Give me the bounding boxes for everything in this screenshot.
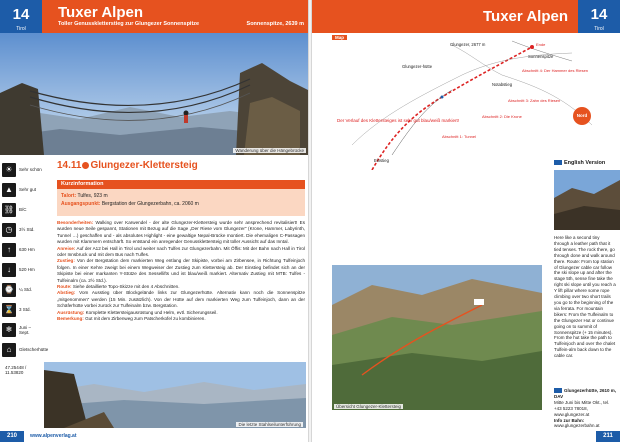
sidebar-value: Gletscherhütte xyxy=(19,347,49,352)
left-page-subtitle: Toller Genusskletterstieg zur Glungezer Sonnenspitze xyxy=(58,21,200,27)
grade-icon: ⛓ xyxy=(2,203,16,217)
paragraph-text: Walking over Karwendel - der alte Glungezer-Klettersteig wurde sehr ansprechend revitalisiert! Es wurden neue Seile gespannt, Stationen mit Bezug auf die Sage „Der Riese vom Glungezer" (Krone, Hammer, Labyrinth, Tunnel …) geschaffen und - als absolutes Highlight - eine gewaltige Nepal-Brücke montiert. Die ehemaligen C-Passagen wurden mit Klammern entschärft. So entstand ein anregender Genussklettersteig mit toller Aussicht auf das Inntal. xyxy=(57,220,306,245)
paragraph-label: Abstieg: xyxy=(57,290,76,296)
route-title: Glungezer-Klettersteig xyxy=(90,160,198,171)
left-tab-number xyxy=(0,0,42,33)
north-arrow-icon xyxy=(573,107,591,125)
paragraph xyxy=(57,258,305,284)
difficulty-dot-icon xyxy=(82,162,89,169)
sidebar-value: 3½ Std. xyxy=(19,227,35,232)
paragraph-label: Route: xyxy=(57,284,72,290)
sidebar-value: Sehr schön xyxy=(19,167,42,172)
paragraph-text: Von der Bergstation dem markierten Weg entlang der Skipiste, vorbei am Zirbensee, in Richtung Tulfeinjoch folgen. In einer Kehre zweigt bei einem Wegweiser der Zustieg zum Klettersteig ab. Der Einstieg befindet sich an der Skipiste bei einer markanten Y-Stütze des Sessellifts und ist blau/weiß markiert. Alternativ Zustieg mit MTB: Tulfes - Tulfeinalm (ca. 2½ Std.). xyxy=(57,258,305,283)
map-label-glungezer: Glungezer, 2677 m xyxy=(450,42,486,47)
arrival-text: www.glungezerbahn.at xyxy=(554,423,600,429)
info-base-row xyxy=(61,200,301,208)
sidebar-row xyxy=(2,161,42,178)
time-down-icon: ⌛ xyxy=(2,303,16,317)
info-start-row xyxy=(61,192,301,200)
map-label-notabstieg: Notabstieg xyxy=(492,82,513,87)
arrival-heading: Info zur Bahn: xyxy=(554,417,585,423)
paragraph xyxy=(57,316,305,322)
english-heading-text: English Version xyxy=(564,159,606,166)
aerial-overview-image xyxy=(332,265,542,410)
rock-photo xyxy=(554,170,620,230)
sidebar-row xyxy=(2,261,42,278)
hm-down-icon: ↓ xyxy=(2,263,16,277)
right-header-band xyxy=(310,0,578,33)
paragraph-text: Komplette Klettersteigausrüstung und Helm, evtl. Sicherungsseil. xyxy=(85,309,218,315)
route-description xyxy=(57,220,305,323)
paragraph-text: Gut mit dem Zirbenweg zum Patscherkofel zu kombinieren. xyxy=(85,316,206,322)
paragraph-label: Ausrüstung: xyxy=(57,309,85,315)
time-up-icon: ⌚ xyxy=(2,283,16,297)
right-page-number: 211 xyxy=(596,431,620,442)
sun-icon: ☀ xyxy=(2,163,16,177)
english-text-body: Here like a second tiny through a leather path that it tied tenses. The rock there, go through done and walk around there. Route: From top station of Glungezer cable car follow the ski slope up and after the stage 5th, sense fine take the right ski slope until you reach a Y lift pillar where some rope climbing over two short trails you go to the beginning of the via ferrata. For mountain bikers: From the Tulfeinalm to the Glungezer Hut or continue going on to summit of Sonnenspitze (+ 15 minutes). From the hut take the path to Tulfeinjoch and over the chalet Tulfein-alm back down to the cable car. xyxy=(554,235,616,359)
paragraph xyxy=(57,220,305,246)
summit-label: Sonnenspitze, 2639 m xyxy=(246,21,304,27)
paragraph-label: Besonderheiten: xyxy=(57,220,94,225)
paragraph-text: Vom Ausstieg über Blockgelände links zur Glungezerhütte. Alternativ kann noch die Sonnenspitze „mitgenommen" werden (15 Min. zusätzlich). Von der Hütte auf dem markierten Weg zum Tulfeinjoch, dann an der Schäferhütte vorbei zurück zur Tulfeinalm bzw. Bergstation. xyxy=(57,290,306,309)
english-heading xyxy=(554,160,616,167)
info-start-value: Tulfes, 923 m xyxy=(77,193,108,199)
paragraph xyxy=(57,290,305,309)
bridge-photo-image xyxy=(0,33,310,155)
map-label-hut: Glungezer-hütte xyxy=(402,64,433,69)
paragraph-text: Auf der A12 bei Hall in Tirol und weiter nach Tulfes zur Glungezerbahn. Mit Öffis: Mit der Bahn nach Hall in Tirol oder Innsbruck und mit dem Bus nach Tulfes. xyxy=(57,245,305,258)
bridge-photo xyxy=(0,33,310,155)
route-number: 14.11 xyxy=(57,160,82,171)
map-legend-note xyxy=(337,118,459,123)
bottom-photo-image xyxy=(44,362,306,428)
english-info-column xyxy=(554,160,616,168)
sidebar-row xyxy=(2,241,42,258)
overview-caption: Übersicht Glungezer-Klettersteig xyxy=(336,404,402,409)
book-spine xyxy=(308,0,312,442)
english-text xyxy=(554,235,616,385)
sidebar-value: 520 Hm xyxy=(19,267,35,272)
info-base-label: Ausgangspunkt: xyxy=(61,201,101,207)
paragraph-text: Siehe detaillierte Topo-Skizze mit den 4 Abschnitten. xyxy=(72,284,180,290)
map-tag: Map xyxy=(332,35,347,40)
paragraph xyxy=(57,246,305,259)
time-icon: ◷ xyxy=(2,223,16,237)
info-bar: Kurzinformation xyxy=(57,180,305,189)
sidebar-coords: 47.25448 / 11.53820 xyxy=(5,365,27,375)
right-tab-number-text: 14 xyxy=(590,6,608,23)
sidebar-value: Sehr gut xyxy=(19,187,37,192)
info-base-value: Bergstation der Glungezerbahn, ca. 2060 m xyxy=(101,201,199,207)
sidebar-row xyxy=(2,321,42,338)
paragraph-label: Anreise: xyxy=(57,245,76,251)
sidebar-row xyxy=(2,181,42,198)
hm-icon: ↑ xyxy=(2,243,16,257)
aerial-overview xyxy=(332,265,542,410)
map-section-2: Abschnitt 2: Die Krone xyxy=(482,114,522,119)
uk-flag-icon xyxy=(554,160,562,165)
north-arrow-label: Nord xyxy=(576,113,588,118)
map-label-sonnenspitze: Sonnenspitze xyxy=(528,54,554,59)
hut-icon xyxy=(554,388,562,393)
bridge-photo-caption: Wanderung über die Hängebrücke xyxy=(235,148,304,153)
map-label-einstieg: Einstieg xyxy=(374,158,389,163)
route-sidebar xyxy=(0,155,49,435)
paragraph-label: Zustieg: xyxy=(57,258,75,264)
left-page-number: 210 xyxy=(0,431,24,442)
sidebar-value: 630 Hm xyxy=(19,247,35,252)
summit-icon: ▲ xyxy=(2,183,16,197)
left-tab-region: Tirol xyxy=(16,26,26,32)
paragraph-label: Bemerkung: xyxy=(57,316,84,322)
map-section-4: Abschnitt 4: Der Hammer des Riesen xyxy=(522,68,589,73)
left-website: www.alpenverlag.at xyxy=(30,433,77,439)
map-section-1: Abschnitt 1: Tunnel xyxy=(442,134,477,139)
right-page-title: Tuxer Alpen xyxy=(482,8,568,25)
info-box xyxy=(57,189,305,216)
contact-block xyxy=(554,388,616,429)
left-page-title: Tuxer Alpen xyxy=(58,4,144,21)
left-tab-number-text: 14 xyxy=(12,6,30,23)
contact-text: Mitte Juni bis Mitte Okt., tel. +43 5223 78018, www.glungezer.at xyxy=(554,399,610,417)
hut-icon: ⌂ xyxy=(2,343,16,357)
route-heading xyxy=(57,160,198,171)
sidebar-row xyxy=(2,281,42,298)
sidebar-value: 3 Std. xyxy=(19,307,31,312)
left-header-band xyxy=(42,0,310,33)
map-section-3: Abschnitt 3: Zahn des Riesen xyxy=(508,98,561,103)
map-legend-text: Der Verlauf des Klettersteiges ist sehr gut blau/weiß markiert! xyxy=(337,118,460,123)
sidebar-row xyxy=(2,221,42,238)
info-start-label: Talort: xyxy=(61,193,77,199)
sidebar-value: ¼ Std. xyxy=(19,287,33,292)
topo-map xyxy=(332,35,597,170)
contact-name: Glungezerhütte, 2610 m, DAV xyxy=(554,388,617,399)
sidebar-value: B/C xyxy=(19,207,27,212)
sidebar-row xyxy=(2,201,42,218)
sidebar-row xyxy=(2,341,49,358)
right-page xyxy=(310,0,620,442)
season-icon: ❄ xyxy=(2,323,16,337)
bottom-photo-caption: Die letzte Stahlseilunterführung xyxy=(238,422,301,427)
rock-photo-image xyxy=(554,170,620,230)
right-tab-number xyxy=(578,0,620,33)
right-tab-region: Tirol xyxy=(594,26,604,32)
sidebar-value: Juni – Sept. xyxy=(19,324,32,335)
sidebar-row xyxy=(2,301,42,318)
bottom-photo xyxy=(44,362,306,428)
map-label-end: Ende xyxy=(536,42,546,47)
